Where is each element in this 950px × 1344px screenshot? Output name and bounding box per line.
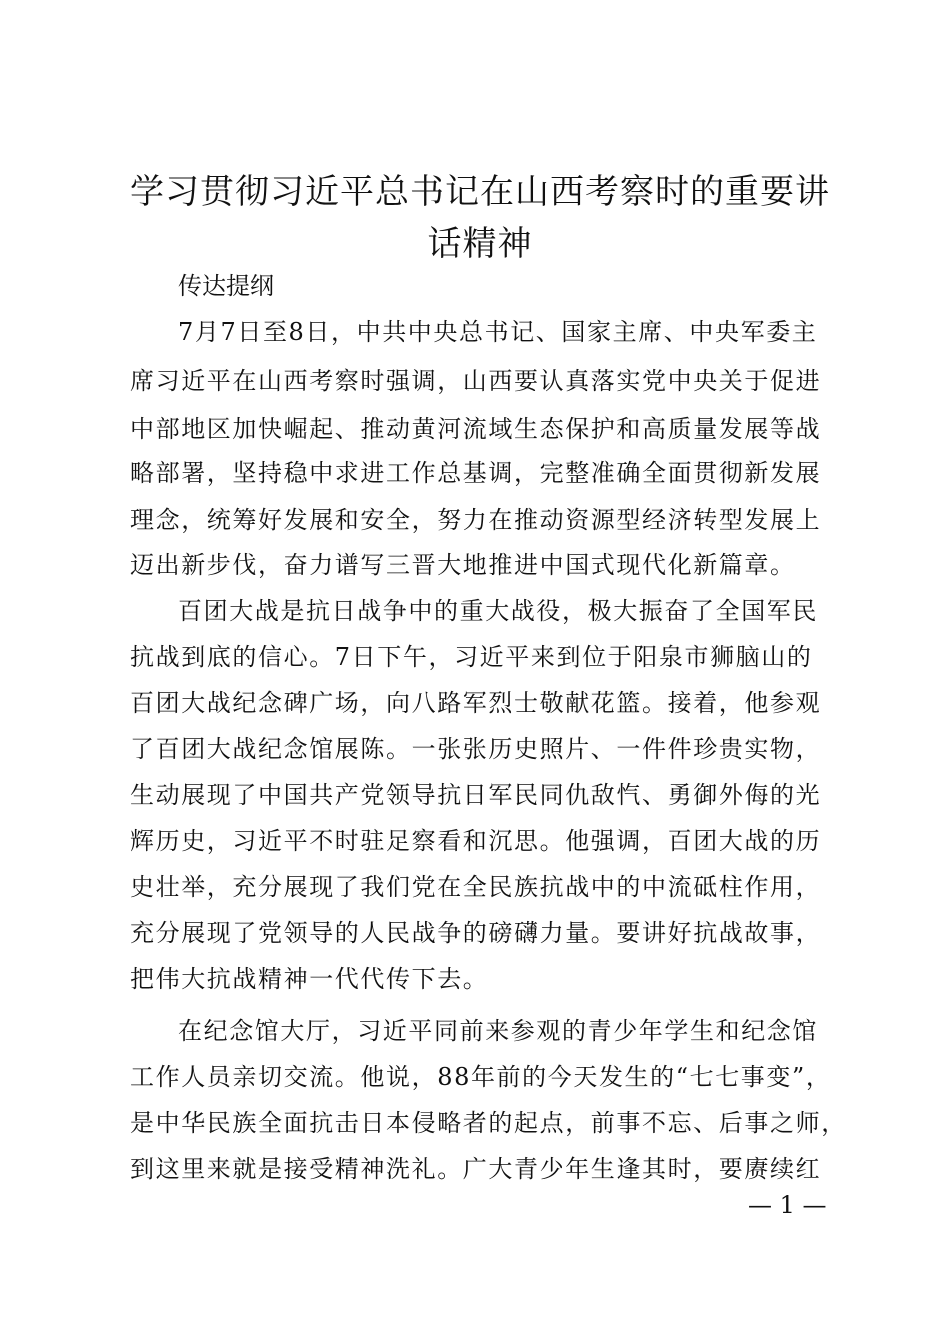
paragraph-line: 百团大战纪念碑广场，向八路军烈士敬献花篮。接着，他参观 [130,689,822,717]
paragraph-line: 把伟大抗战精神一代代传下去。 [130,965,489,993]
paragraph-line: 在纪念馆大厅，习近平同前来参观的青少年学生和纪念馆 [178,1017,818,1045]
paragraph-line: 到这里来就是接受精神洗礼。广大青少年生逢其时，要赓续红 [130,1155,822,1183]
title-line-2: 话精神 [427,224,533,264]
paragraph-line: 抗战到底的信心。7日下午，习近平来到位于阳泉市狮脑山的 [130,643,813,671]
paragraph-line: 是中华民族全面抗击日本侵略者的起点，前事不忘、后事之师， [130,1109,847,1137]
paragraph-line: 辉历史，习近平不时驻足察看和沉思。他强调，百团大战的历 [130,827,822,855]
paragraph-line: 了百团大战纪念馆展陈。一张张历史照片、一件件珍贵实物， [130,735,822,763]
paragraph-line: 百团大战是抗日战争中的重大战役，极大振奋了全国军民 [178,597,818,625]
paragraph-line: 史壮举，充分展现了我们党在全民族抗战中的中流砥柱作用， [130,873,822,901]
paragraph-line: 迈出新步伐，奋力谱写三晋大地推进中国式现代化新篇章。 [130,551,796,579]
paragraph-line: 略部署，坚持稳中求进工作总基调，完整准确全面贯彻新发展 [130,459,822,487]
paragraph-line: 生动展现了中国共产党领导抗日军民同仇敌忾、勇御外侮的光 [130,781,822,809]
title-line-1: 学习贯彻习近平总书记在山西考察时的重要讲 [130,172,830,212]
document-title [120,166,840,270]
document-subtitle: 传达提纲 [178,272,274,300]
paragraph-line: 中部地区加快崛起、推动黄河流域生态保护和高质量发展等战 [130,415,822,443]
paragraph-line: 充分展现了党领导的人民战争的磅礴力量。要讲好抗战故事， [130,919,822,947]
paragraph-line: 工作人员亲切交流。他说，88年前的今天发生的“七七事变”， [130,1063,832,1091]
page-number: — 1 — [748,1191,827,1219]
paragraph-line: 席习近平在山西考察时强调，山西要认真落实党中央关于促进 [130,367,822,395]
paragraph-line: 7月7日至8日，中共中央总书记、国家主席、中央军委主 [178,318,818,346]
paragraph-line: 理念，统筹好发展和安全，努力在推动资源型经济转型发展上 [130,506,822,534]
